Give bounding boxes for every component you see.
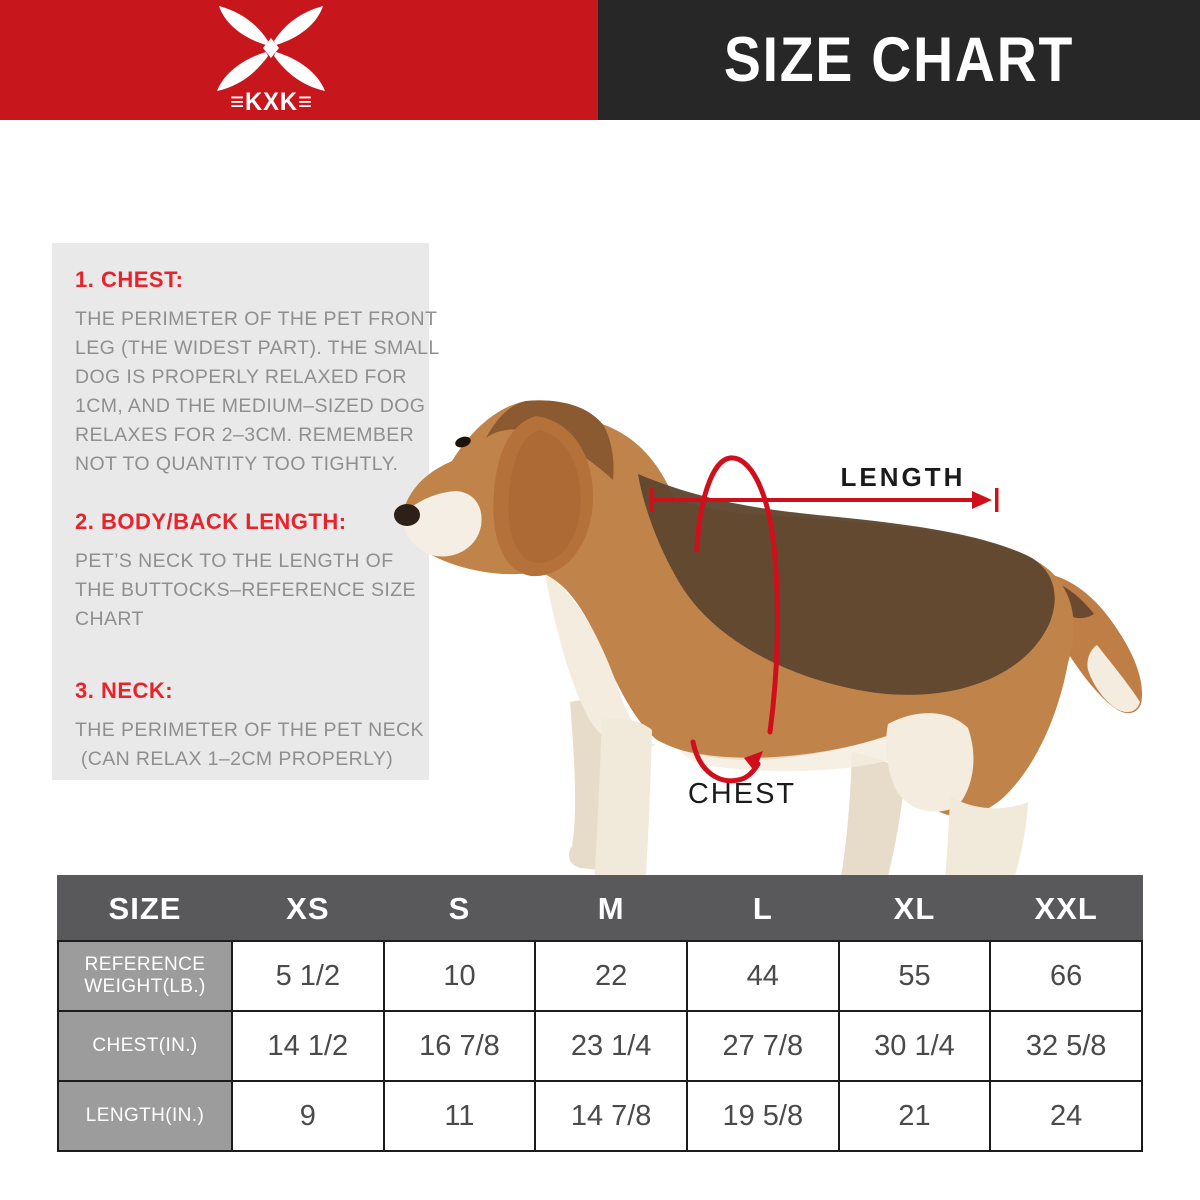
chest-xxl: 32 5/8 — [990, 1011, 1142, 1081]
length-s: 11 — [384, 1081, 536, 1151]
measurement-overlay — [390, 382, 1150, 982]
brand-band — [0, 0, 598, 120]
instruction-body-length-heading: 2. BODY/BACK LENGTH: — [75, 509, 347, 534]
col-header-xxl: XXL — [990, 876, 1142, 941]
weight-s: 10 — [384, 941, 536, 1011]
title-band — [598, 0, 1200, 120]
weight-xl: 55 — [839, 941, 991, 1011]
length-xl: 21 — [839, 1081, 991, 1151]
brand-logo — [196, 4, 346, 118]
page-title: SIZE CHART — [723, 25, 1075, 95]
chest-label: CHEST — [687, 778, 797, 810]
header-band — [0, 0, 1200, 120]
col-header-size: SIZE — [58, 876, 232, 941]
col-header-xs: XS — [232, 876, 384, 941]
weight-l: 44 — [687, 941, 839, 1011]
length-m: 14 7/8 — [535, 1081, 687, 1151]
chest-s: 16 7/8 — [384, 1011, 536, 1081]
weight-m: 22 — [535, 941, 687, 1011]
instruction-chest-heading: 1. CHEST: — [75, 267, 184, 292]
table-row-chest — [58, 1011, 1142, 1081]
weight-xxl: 66 — [990, 941, 1142, 1011]
length-xxl: 24 — [990, 1081, 1142, 1151]
instruction-body-length-text: PET’S NECK TO THE LENGTH OF THE BUTTOCKS–REFERENCE SIZE CHART — [75, 550, 416, 630]
col-header-s: S — [384, 876, 536, 941]
instruction-neck-text: THE PERIMETER OF THE PET NECK (CAN RELAX 1–2CM PROPERLY) — [75, 719, 424, 770]
instruction-neck-heading: 3. NECK: — [75, 678, 174, 703]
instruction-chest — [75, 267, 440, 479]
instruction-neck — [75, 678, 424, 774]
row-label-chest: CHEST(IN.) — [58, 1011, 232, 1081]
instructions-panel — [52, 243, 440, 780]
row-label-length: LENGTH(IN.) — [58, 1081, 232, 1151]
chest-xl: 30 1/4 — [839, 1011, 991, 1081]
table-row-length — [58, 1081, 1142, 1151]
length-label: LENGTH — [840, 462, 966, 492]
chest-xs: 14 1/2 — [232, 1011, 384, 1081]
chest-arrow — [693, 458, 777, 781]
measuring-guide — [0, 120, 1200, 875]
weight-xs: 5 1/2 — [232, 941, 384, 1011]
brand-logo-text: ≡KXK≡ — [229, 88, 313, 116]
col-header-xl: XL — [839, 876, 991, 941]
kxk-emblem-icon — [202, 4, 340, 92]
row-label-weight: REFERENCE WEIGHT(LB.) — [58, 941, 232, 1011]
length-l: 19 5/8 — [687, 1081, 839, 1151]
chest-l: 27 7/8 — [687, 1011, 839, 1081]
instruction-body-length — [75, 509, 416, 634]
length-xs: 9 — [232, 1081, 384, 1151]
col-header-l: L — [687, 876, 839, 941]
instruction-chest-text: THE PERIMETER OF THE PET FRONT LEG (THE WIDEST PART). THE SMALL DOG IS PROPERLY RELAXED FOR 1CM, AND THE MEDIUM–SIZED DOG RELAXES FOR 2–3CM. REMEMBER NOT TO QUANTITY TOO TIGHTLY. — [75, 308, 440, 475]
col-header-m: M — [535, 876, 687, 941]
chest-m: 23 1/4 — [535, 1011, 687, 1081]
